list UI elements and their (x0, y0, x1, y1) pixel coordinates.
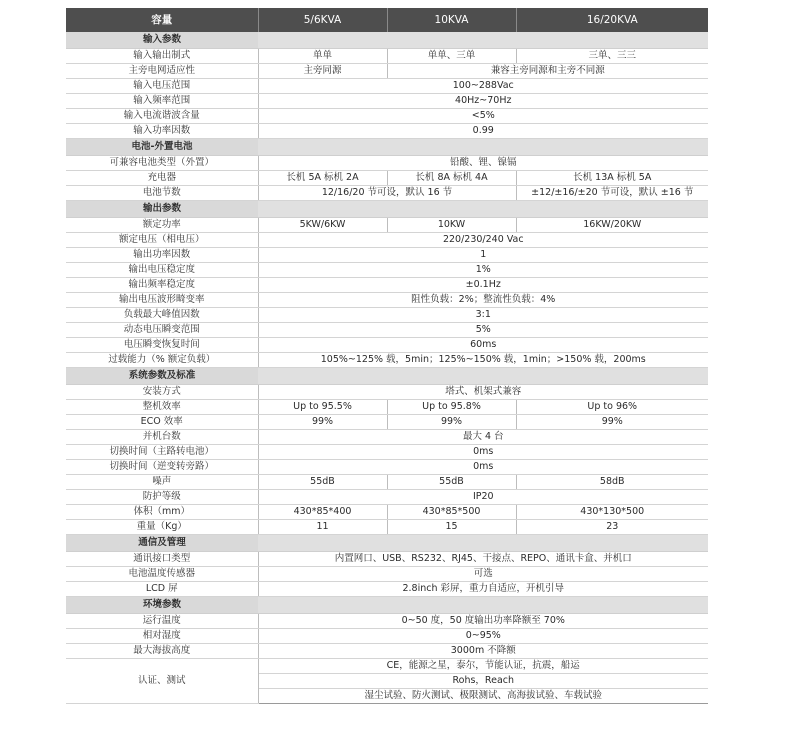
row-label: 额定功率 (66, 218, 258, 233)
cell-value: IP20 (258, 490, 708, 505)
row-label: 电池节数 (66, 186, 258, 201)
cell-value: 3:1 (258, 308, 708, 323)
table-row (66, 644, 708, 659)
row-label: 额定电压（相电压） (66, 233, 258, 248)
cell-value: 长机 13A 标机 5A (516, 171, 708, 186)
row-label: 运行温度 (66, 614, 258, 629)
table-row (66, 156, 708, 171)
row-label: 输出电压稳定度 (66, 263, 258, 278)
table-row (66, 614, 708, 629)
row-label: 体积（mm） (66, 505, 258, 520)
section-input (66, 32, 708, 49)
section-title: 通信及管理 (66, 535, 258, 552)
row-label: 防护等级 (66, 490, 258, 505)
cell-value: 100~288Vac (258, 79, 708, 94)
cell-value: 55dB (387, 475, 516, 490)
cell-value: 11 (258, 520, 387, 535)
table-row (66, 505, 708, 520)
row-label: 噪声 (66, 475, 258, 490)
table-row (66, 353, 708, 368)
row-label: 电池温度传感器 (66, 567, 258, 582)
table-row (66, 248, 708, 263)
cell-value: CE，能源之星，泰尔，节能认证，抗震，船运 (258, 659, 708, 674)
row-label: 相对湿度 (66, 629, 258, 644)
section-battery (66, 139, 708, 156)
table-row (66, 475, 708, 490)
cell-value: 99% (387, 415, 516, 430)
table-row (66, 659, 708, 674)
cell-value: 主旁同源 (258, 64, 387, 79)
table-row (66, 430, 708, 445)
cell-value: 湿尘试验、防火测试、极限测试、高海拔试验、车载试验 (258, 689, 708, 704)
cell-value: 220/230/240 Vac (258, 233, 708, 248)
table-row (66, 124, 708, 139)
cell-value: 15 (387, 520, 516, 535)
cell-value: 兼容主旁同源和主旁不同源 (387, 64, 708, 79)
cell-value: ±0.1Hz (258, 278, 708, 293)
table-row (66, 278, 708, 293)
table-row (66, 629, 708, 644)
table-row (66, 415, 708, 430)
table-row (66, 263, 708, 278)
row-label: 输入电压范围 (66, 79, 258, 94)
section-system (66, 368, 708, 385)
row-label: 输入功率因数 (66, 124, 258, 139)
cell-value: 1 (258, 248, 708, 263)
table-row (66, 64, 708, 79)
section-comm (66, 535, 708, 552)
table-row (66, 460, 708, 475)
table-row (66, 338, 708, 353)
row-label: 输出电压波形畸变率 (66, 293, 258, 308)
table-row (66, 385, 708, 400)
table-header (66, 8, 708, 32)
cell-value: 16KW/20KW (516, 218, 708, 233)
table-row (66, 445, 708, 460)
table-row (66, 582, 708, 597)
cell-value: 3000m 不降额 (258, 644, 708, 659)
row-label: 负载最大峰值因数 (66, 308, 258, 323)
row-label: 主旁电网适应性 (66, 64, 258, 79)
cell-value: <5% (258, 109, 708, 124)
cell-value: 塔式、机架式兼容 (258, 385, 708, 400)
row-label: 电压瞬变恢复时间 (66, 338, 258, 353)
table-row (66, 520, 708, 535)
table-row (66, 49, 708, 64)
header-5-6kva: 5/6KVA (258, 8, 387, 32)
table-row (66, 186, 708, 201)
cell-value: 0~95% (258, 629, 708, 644)
section-title: 电池-外置电池 (66, 139, 258, 156)
cell-value: 430*130*500 (516, 505, 708, 520)
cell-value: 可选 (258, 567, 708, 582)
header-16-20kva: 16/20KVA (516, 8, 708, 32)
cell-value: 长机 8A 标机 4A (387, 171, 516, 186)
cell-value: Up to 95.5% (258, 400, 387, 415)
spec-table (66, 8, 708, 704)
cell-value: 2.8inch 彩屏，重力自适应，开机引导 (258, 582, 708, 597)
cell-value: 60ms (258, 338, 708, 353)
cell-value: 99% (516, 415, 708, 430)
table-row (66, 109, 708, 124)
row-label: 输入电流谐波含量 (66, 109, 258, 124)
cell-value: 0.99 (258, 124, 708, 139)
cell-value: 105%~125% 载，5min；125%~150% 载，1min；>150% 载，200ms (258, 353, 708, 368)
row-label: 重量（Kg） (66, 520, 258, 535)
cell-value: 0ms (258, 445, 708, 460)
cell-value: 99% (258, 415, 387, 430)
table-row (66, 567, 708, 582)
cell-value: 10KW (387, 218, 516, 233)
row-label: 最大海拔高度 (66, 644, 258, 659)
row-label: 输出频率稳定度 (66, 278, 258, 293)
cell-value: Rohs，Reach (258, 674, 708, 689)
row-label: 整机效率 (66, 400, 258, 415)
cell-value: ±12/±16/±20 节可设，默认 ±16 节 (516, 186, 708, 201)
header-10kva: 10KVA (387, 8, 516, 32)
cell-value: 单单、三单 (387, 49, 516, 64)
section-title: 环境参数 (66, 597, 258, 614)
table-row (66, 293, 708, 308)
row-label: 动态电压瞬变范围 (66, 323, 258, 338)
cell-value: 430*85*500 (387, 505, 516, 520)
row-label: 输入输出制式 (66, 49, 258, 64)
table-row (66, 400, 708, 415)
cell-value: 内置网口、USB、RS232、RJ45、干接点、REPO、通讯卡盒、并机口 (258, 552, 708, 567)
cell-value: 0~50 度，50 度输出功率降额至 70% (258, 614, 708, 629)
table-row (66, 552, 708, 567)
row-label: 充电器 (66, 171, 258, 186)
cell-value: 最大 4 台 (258, 430, 708, 445)
table-row (66, 79, 708, 94)
row-label: ECO 效率 (66, 415, 258, 430)
row-label: 并机台数 (66, 430, 258, 445)
row-label: 过载能力（% 额定负载） (66, 353, 258, 368)
cell-value: 55dB (258, 475, 387, 490)
row-label: 认证、测试 (66, 659, 258, 704)
cell-value: 23 (516, 520, 708, 535)
cell-value: 430*85*400 (258, 505, 387, 520)
cell-value: 铅酸、锂、镍镉 (258, 156, 708, 171)
cell-value: 阻性负载：2%；整流性负载：4% (258, 293, 708, 308)
cell-value: 单单 (258, 49, 387, 64)
row-label: LCD 屏 (66, 582, 258, 597)
row-label: 通讯接口类型 (66, 552, 258, 567)
cell-value: 1% (258, 263, 708, 278)
table-row (66, 308, 708, 323)
table-row (66, 218, 708, 233)
cell-value: 58dB (516, 475, 708, 490)
table-row (66, 323, 708, 338)
section-title: 输出参数 (66, 201, 258, 218)
section-env (66, 597, 708, 614)
cell-value: 长机 5A 标机 2A (258, 171, 387, 186)
cell-value: 0ms (258, 460, 708, 475)
cell-value: Up to 95.8% (387, 400, 516, 415)
table-row (66, 490, 708, 505)
cell-value: 40Hz~70Hz (258, 94, 708, 109)
section-title: 输入参数 (66, 32, 258, 49)
row-label: 输入频率范围 (66, 94, 258, 109)
table-row (66, 233, 708, 248)
cell-value: 5% (258, 323, 708, 338)
row-label: 切换时间（主路转电池） (66, 445, 258, 460)
section-title: 系统参数及标准 (66, 368, 258, 385)
row-label: 可兼容电池类型（外置） (66, 156, 258, 171)
table-row (66, 94, 708, 109)
row-label: 输出功率因数 (66, 248, 258, 263)
cell-value: Up to 96% (516, 400, 708, 415)
cell-value: 三单、三三 (516, 49, 708, 64)
section-output (66, 201, 708, 218)
row-label: 切换时间（逆变转旁路） (66, 460, 258, 475)
table-row (66, 171, 708, 186)
header-capacity: 容量 (66, 8, 258, 32)
row-label: 安装方式 (66, 385, 258, 400)
cell-value: 12/16/20 节可设，默认 16 节 (258, 186, 516, 201)
cell-value: 5KW/6KW (258, 218, 387, 233)
